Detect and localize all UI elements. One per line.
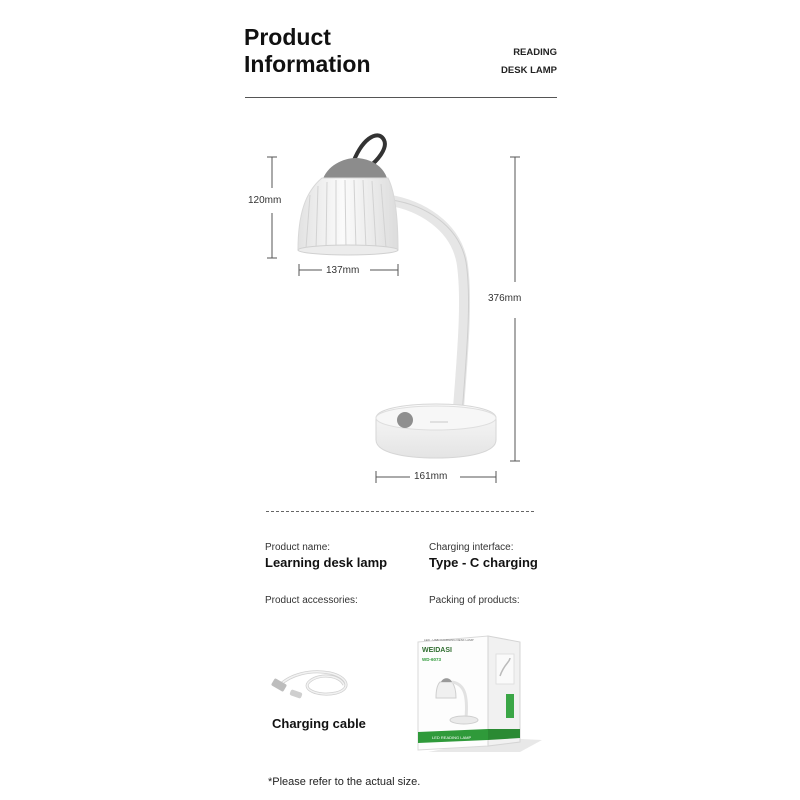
lamp-arm bbox=[388, 200, 465, 415]
product-name-value: Learning desk lamp bbox=[265, 555, 388, 570]
dim-label-base-width: 161mm bbox=[414, 471, 448, 482]
package-box-image bbox=[410, 628, 545, 758]
accessories-label: Product accessories: bbox=[265, 595, 358, 606]
subtitle-line-1: READING bbox=[513, 47, 557, 58]
title-line-1: Product bbox=[244, 24, 331, 50]
dim-label-head-width: 137mm bbox=[326, 265, 360, 276]
dimension-head-height bbox=[267, 157, 277, 258]
package-band-text: LED READING LAMP bbox=[432, 735, 472, 740]
accessory-name: Charging cable bbox=[272, 716, 366, 731]
charging-cable-image bbox=[270, 655, 360, 705]
package-top-text: LED · USB CHARGING DESK LAMP bbox=[424, 638, 474, 642]
title-line-2: Information bbox=[244, 51, 371, 77]
shade-rim bbox=[298, 245, 398, 255]
dim-label-total-height: 376mm bbox=[488, 293, 522, 304]
dimension-total-height bbox=[510, 157, 520, 461]
packing-label: Packing of products: bbox=[429, 595, 520, 606]
footer-note: *Please refer to the actual size. bbox=[268, 776, 421, 788]
package-brand: WEIDASI bbox=[422, 647, 452, 654]
charging-interface-label: Charging interface: bbox=[429, 542, 514, 553]
product-name-label: Product name: bbox=[265, 542, 331, 553]
dim-label-head-height: 120mm bbox=[248, 195, 282, 206]
lamp-knob bbox=[397, 412, 413, 428]
package-model: WD-6073 bbox=[422, 657, 442, 662]
charging-interface-value: Type - C charging bbox=[429, 555, 538, 570]
subtitle-line-2: DESK LAMP bbox=[501, 65, 557, 76]
section-divider bbox=[266, 511, 534, 512]
